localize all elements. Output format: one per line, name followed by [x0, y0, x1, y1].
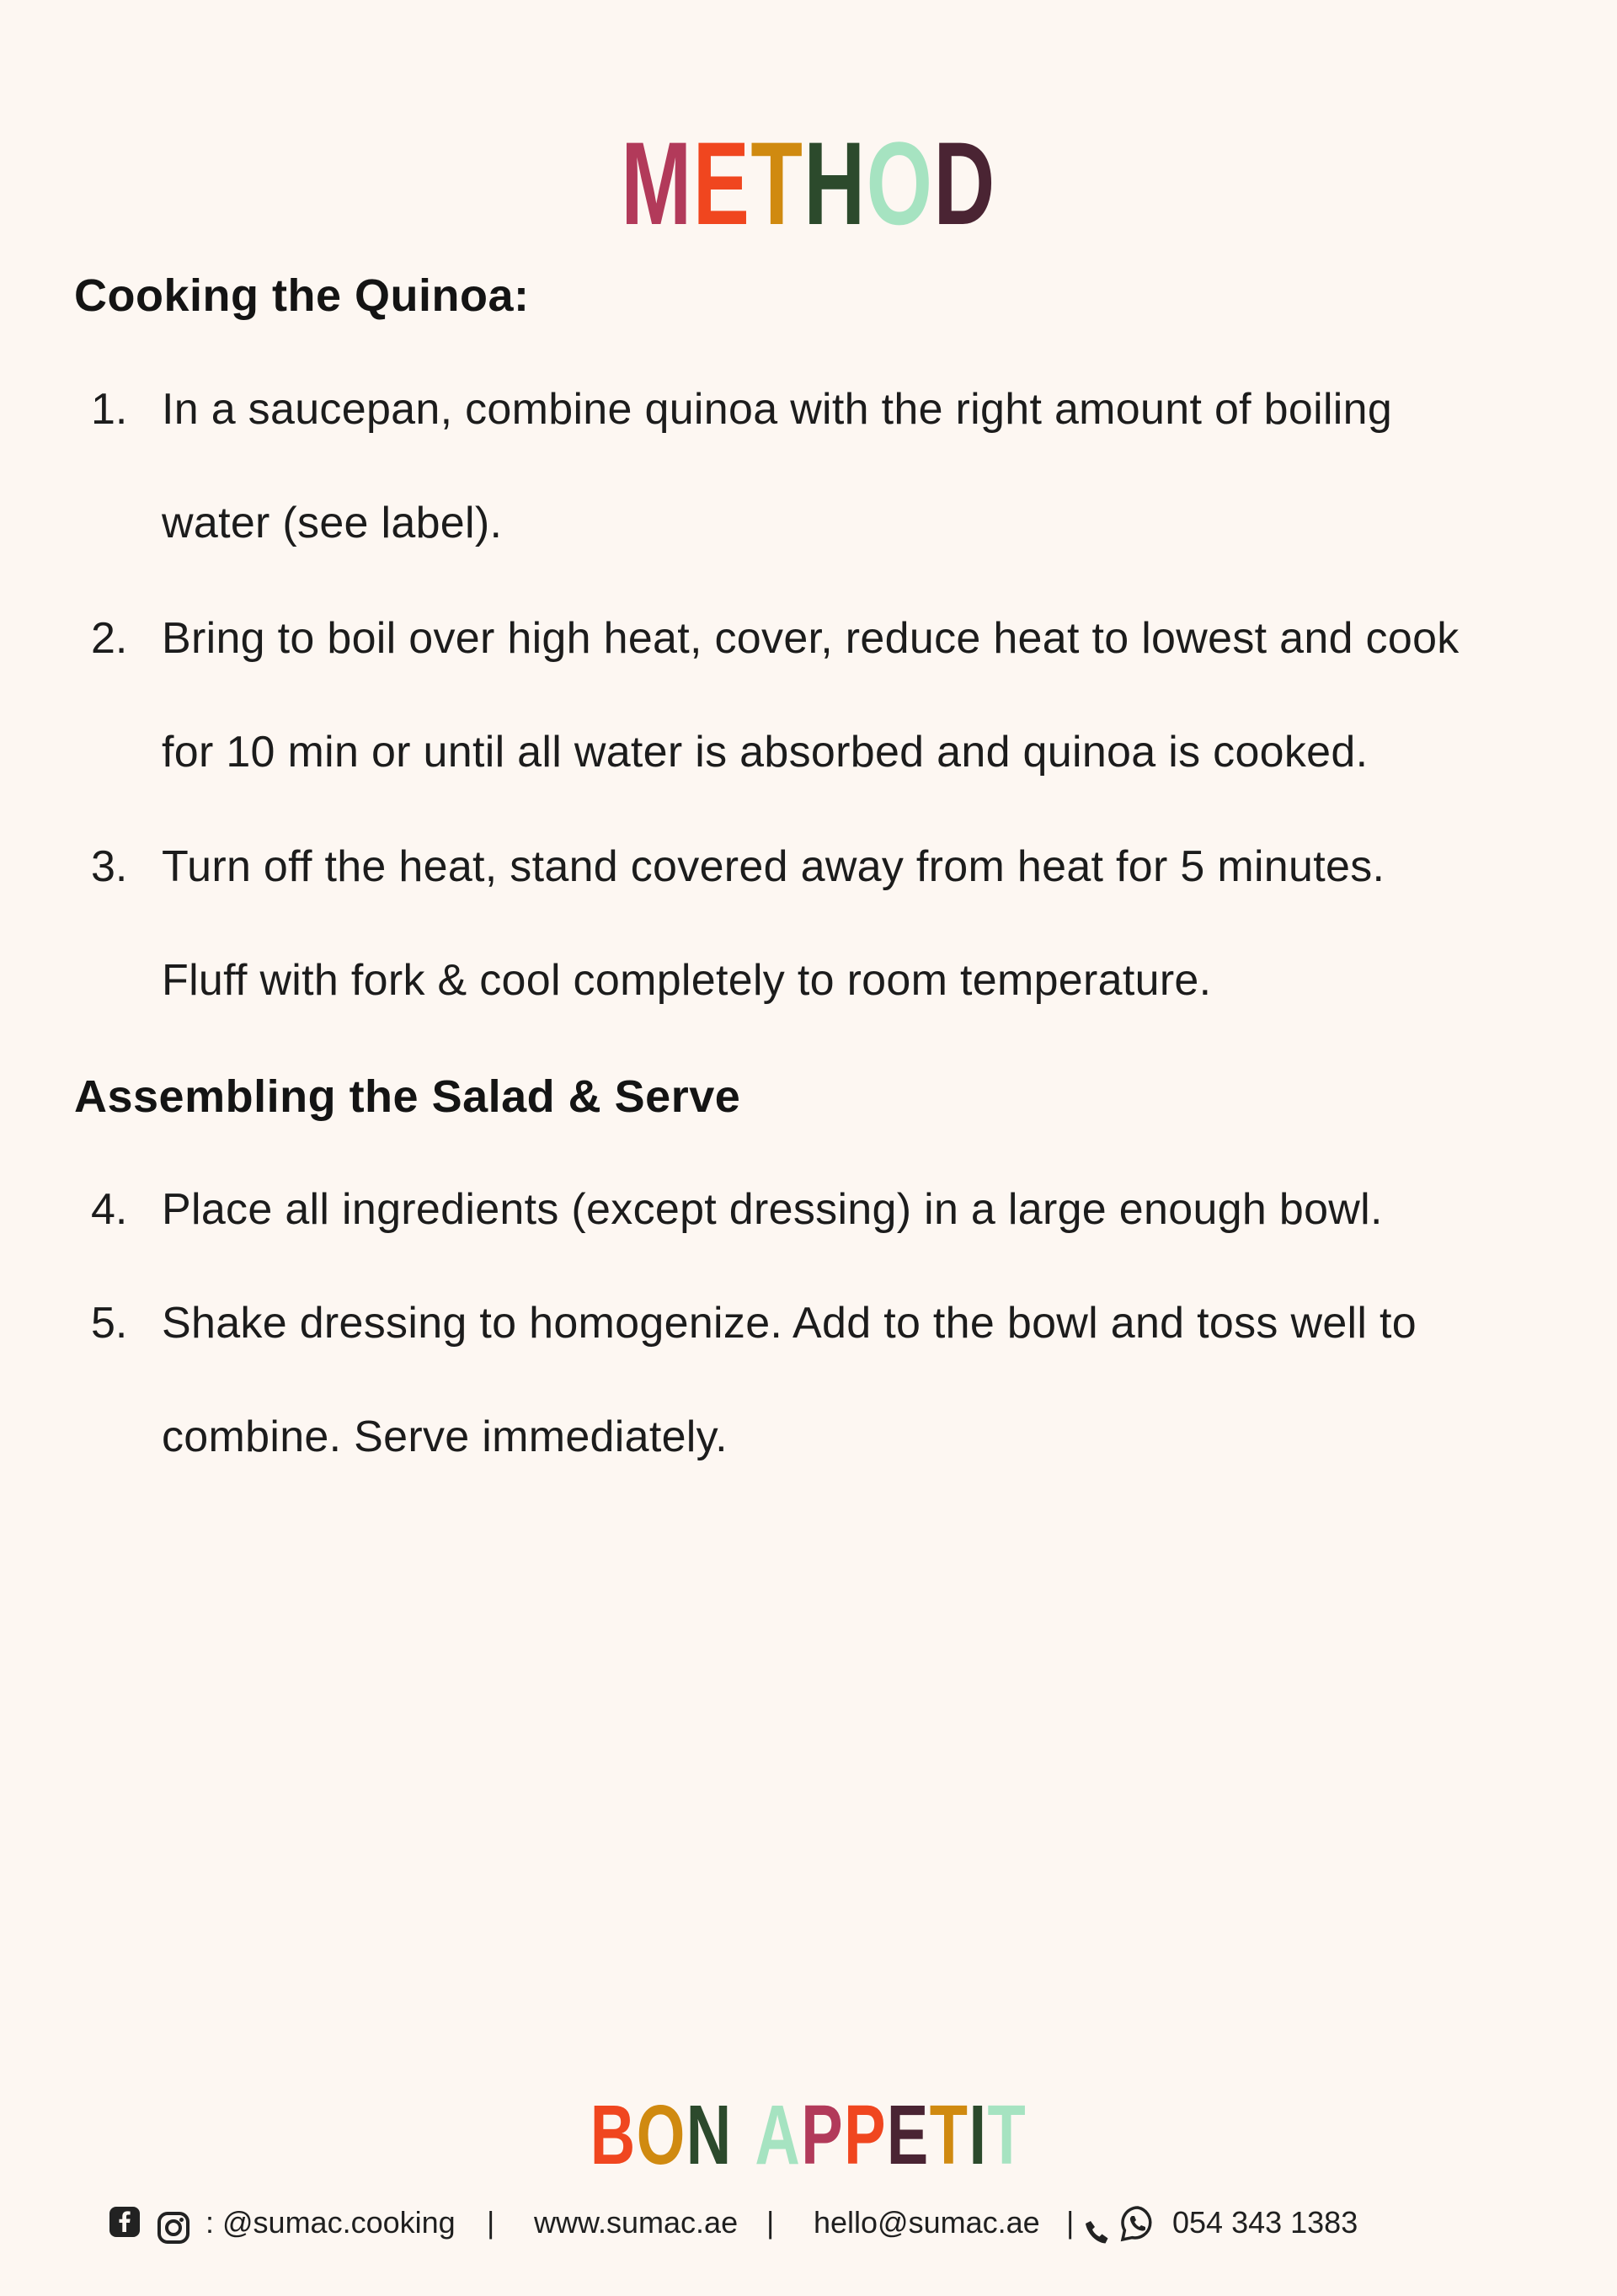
section-heading-cooking-quinoa: Cooking the Quinoa:: [74, 270, 530, 321]
step-text-line: In a saucepan, combine quinoa with the right amount of boiling: [162, 385, 1393, 434]
title-letter: M: [621, 117, 693, 249]
step-text-line: Shake dressing to homogenize. Add to the bowl and toss well to: [162, 1299, 1417, 1348]
step-text-line: Turn off the heat, stand covered away from heat for 5 minutes.: [162, 842, 1385, 891]
title-letter: D: [933, 117, 996, 249]
step-text-line: Bring to boil over high heat, cover, reduce heat to lowest and cook: [162, 614, 1460, 663]
title-letter: H: [803, 117, 867, 249]
phone-icon[interactable]: [1083, 2208, 1112, 2236]
title-letter: T: [750, 117, 804, 249]
step-number: 1.: [91, 385, 128, 434]
banner-letter: E: [886, 2088, 930, 2182]
banner-letter: T: [987, 2088, 1027, 2182]
facebook-icon[interactable]: [109, 2207, 140, 2237]
email-link[interactable]: hello@sumac.ae: [814, 2205, 1040, 2240]
footer-separator: |: [1066, 2205, 1075, 2240]
footer-separator: |: [487, 2205, 495, 2240]
banner-letter: B: [590, 2088, 637, 2182]
step-text-line: combine. Serve immediately.: [162, 1412, 728, 1461]
phone-number[interactable]: 054 343 1383: [1172, 2205, 1358, 2240]
bon-appetit-banner: [211, 2089, 1407, 2181]
website-link[interactable]: www.sumac.ae: [534, 2205, 739, 2240]
footer-separator: |: [766, 2205, 775, 2240]
banner-letter: O: [636, 2088, 686, 2182]
step-number: 2.: [91, 614, 128, 663]
banner-letter: P: [844, 2088, 887, 2182]
instagram-icon[interactable]: [157, 2205, 190, 2239]
step-number: 5.: [91, 1299, 128, 1348]
step-text-line: for 10 min or until all water is absorbed and quinoa is cooked.: [162, 728, 1369, 777]
banner-letter: I: [969, 2088, 988, 2182]
banner-letter: T: [929, 2088, 969, 2182]
footer-contact-bar: [0, 2193, 1617, 2252]
whatsapp-icon[interactable]: [1118, 2203, 1157, 2242]
banner-letter: P: [801, 2088, 845, 2182]
social-handle[interactable]: : @sumac.cooking: [205, 2205, 456, 2240]
step-number: 3.: [91, 842, 128, 891]
section-heading-assembling-salad: Assembling the Salad & Serve: [74, 1071, 741, 1122]
banner-letter: N: [686, 2088, 733, 2182]
title-letter: O: [866, 117, 934, 249]
step-text-line: Fluff with fork & cool completely to room temperature.: [162, 956, 1212, 1005]
step-number: 4.: [91, 1185, 128, 1234]
banner-letter: A: [755, 2088, 802, 2182]
step-text-line: water (see label).: [162, 499, 503, 547]
page-title: [227, 117, 1390, 249]
step-text-line: Place all ingredients (except dressing) in a large enough bowl.: [162, 1185, 1383, 1234]
title-letter: E: [692, 117, 751, 249]
